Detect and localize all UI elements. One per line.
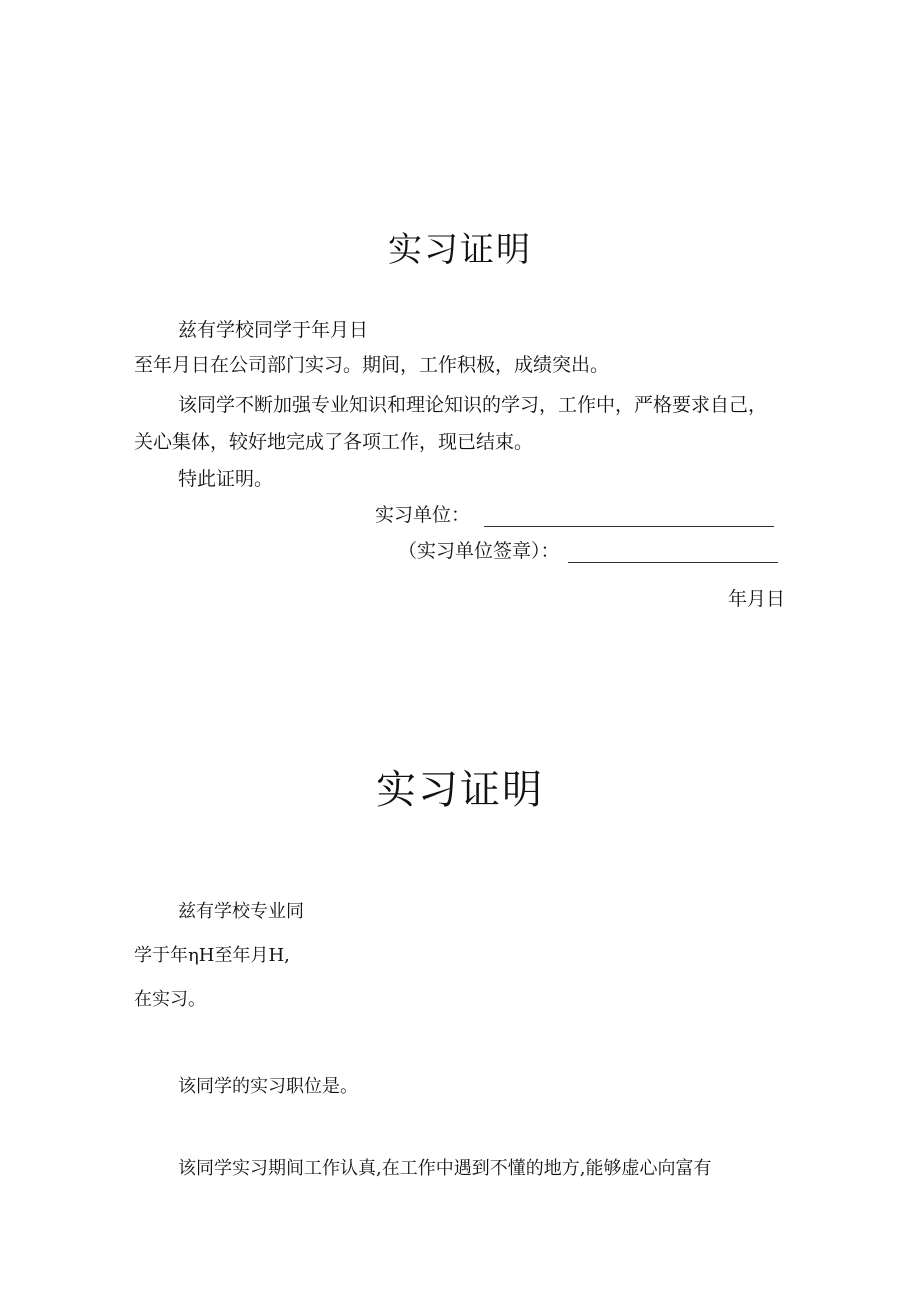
- seal-label: （实习单位签章）：: [398, 540, 560, 562]
- paragraph-evaluation: 该同学不断加强专业知识和理论知识的学习，工作中，严格要求自己，: [178, 394, 768, 416]
- seal-signature-row: [398, 539, 778, 563]
- paragraph-position-2: 该同学的实习职位是。: [178, 1076, 358, 1097]
- date-line: 年月日: [728, 588, 786, 610]
- certificate-title: 实习证明: [388, 230, 532, 270]
- certificate-title-2: 实习证明: [376, 767, 544, 813]
- paragraph-intro-2: 兹有学校专业同: [178, 901, 304, 922]
- paragraph-closing: 特此证明。: [178, 468, 274, 490]
- unit-label: 实习单位：: [375, 504, 471, 526]
- paragraph-period-2: 学于年ηH至年月H,: [134, 945, 290, 966]
- seal-blank-line: [568, 544, 778, 563]
- paragraph-evaluation-2: 该同学实习期间工作认真,在工作中遇到不懂的地方,能够虚心向富有: [178, 1158, 712, 1179]
- unit-blank-line: [484, 508, 774, 527]
- paragraph-period: 至年月日在公司部门实习。期间，工作积极，成绩突出。: [134, 354, 610, 376]
- paragraph-evaluation-cont: 关心集体，较好地完成了各项工作，现已结束。: [134, 431, 534, 453]
- paragraph-place-2: 在实习。: [134, 989, 206, 1010]
- unit-signature-row: [375, 503, 774, 527]
- paragraph-intro: 兹有学校同学于年月日: [178, 319, 369, 341]
